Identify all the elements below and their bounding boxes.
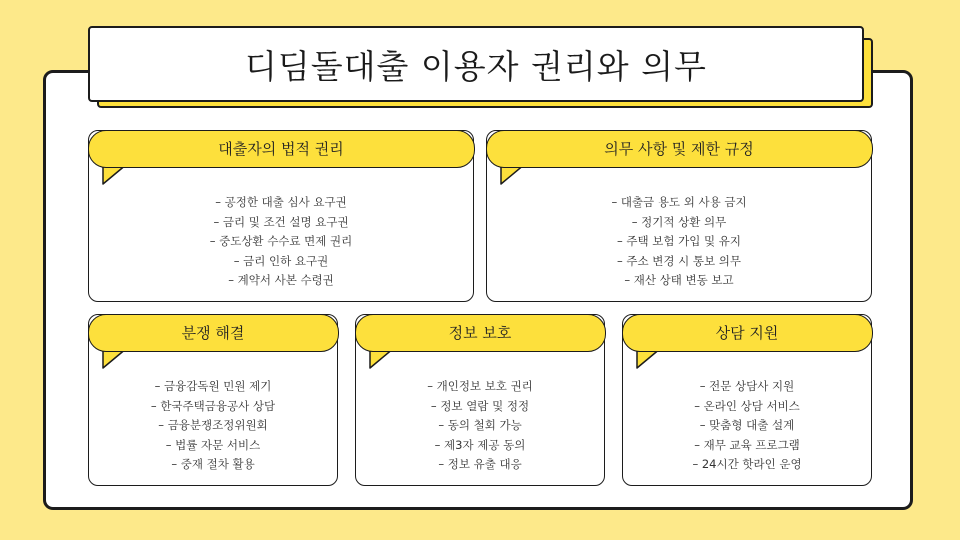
list-item: – 전문 상담사 지원 — [699, 379, 795, 393]
list-item: – 중재 절차 활용 — [171, 457, 255, 471]
card-list — [89, 377, 337, 475]
list-item: – 정보 유출 대응 — [438, 457, 522, 471]
list-item: – 제3자 제공 동의 — [434, 437, 526, 452]
card-list — [356, 377, 604, 475]
list-item: – 주택 보험 가입 및 유지 — [616, 234, 741, 248]
list-item: – 계약서 사본 수령권 — [228, 273, 334, 287]
card-privacy — [355, 314, 605, 486]
list-item: – 개인정보 보호 권리 — [427, 379, 533, 393]
list-item: – 재산 상태 변동 보고 — [624, 273, 734, 287]
card-heading: 상담 지원 — [622, 314, 873, 352]
card-heading: 분쟁 해결 — [88, 314, 339, 352]
card-list — [487, 193, 871, 291]
list-item: – 맞춤형 대출 설계 — [699, 418, 795, 432]
list-item: – 정보 열람 및 정정 — [430, 398, 530, 413]
list-item: – 금융분쟁조정위원회 — [158, 418, 268, 432]
list-item: – 중도상환 수수료 면제 권리 — [209, 234, 353, 248]
card-list — [623, 377, 871, 475]
list-item: – 정기적 상환 의무 — [631, 214, 727, 229]
list-item: – 대출금 용도 외 사용 금지 — [611, 195, 747, 209]
list-item: – 온라인 상담 서비스 — [694, 398, 800, 413]
list-item: – 한국주택금융공사 상담 — [150, 398, 276, 413]
list-item: – 주소 변경 시 통보 의무 — [616, 253, 741, 268]
card-obligations — [486, 130, 872, 302]
card-heading: 정보 보호 — [355, 314, 606, 352]
page-title: 디딤돌대출 이용자 권리와 의무 — [245, 46, 707, 86]
list-item: – 금융감독원 민원 제기 — [154, 379, 272, 393]
list-item: – 공정한 대출 심사 요구권 — [215, 195, 347, 209]
card-heading: 의무 사항 및 제한 규정 — [486, 130, 873, 168]
list-item: – 금리 및 조건 설명 요구권 — [213, 214, 349, 229]
list-item: – 법률 자문 서비스 — [165, 437, 261, 452]
card-dispute — [88, 314, 338, 486]
card-legal-rights — [88, 130, 474, 302]
list-item: – 금리 인하 요구권 — [233, 253, 329, 268]
card-list — [89, 193, 473, 291]
title-box — [88, 26, 864, 102]
list-item: – 동의 철회 가능 — [438, 418, 522, 432]
card-heading: 대출자의 법적 권리 — [88, 130, 475, 168]
list-item: – 24시간 핫라인 운영 — [692, 457, 802, 471]
list-item: – 재무 교육 프로그램 — [694, 437, 800, 452]
card-consulting — [622, 314, 872, 486]
